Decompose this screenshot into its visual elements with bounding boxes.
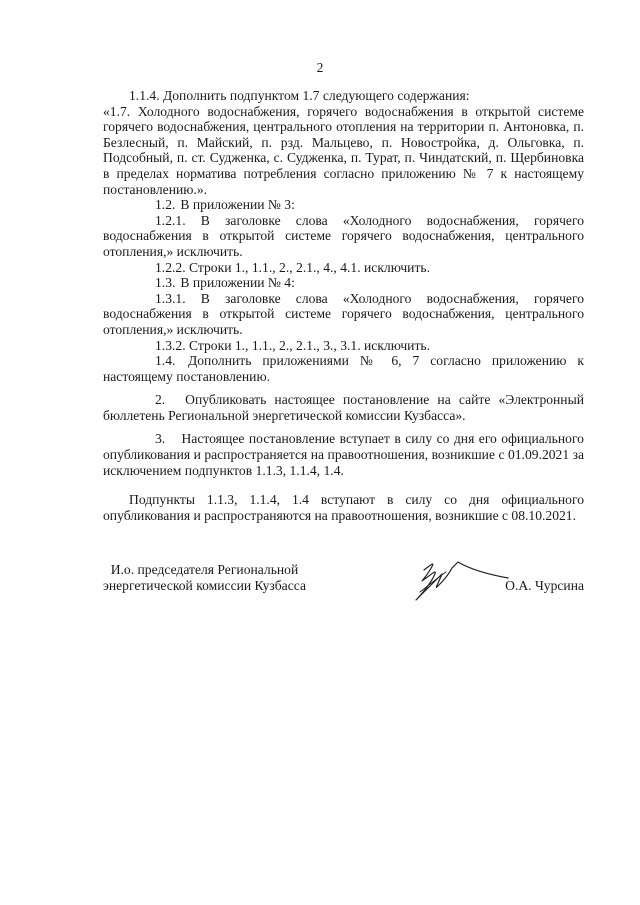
paragraph-effective-dates [103, 492, 584, 523]
item-number: 1.3.1. [155, 290, 186, 306]
item-number: 1.3. [155, 275, 176, 291]
paragraph-1-3 [103, 275, 584, 291]
item-number: 1.2.1. [155, 212, 186, 228]
paragraph-text: Настоящее постановление вступает в силу со дня его официального опубликования и распространяется на правоотношения, возникшие с 01.09.2021 за исключением подпунктов 1.1.3, 1.1.4, 1.4. [103, 431, 584, 478]
paragraph-text: Строки 1., 1.1., 2., 2.1., 3., 3.1. исключить. [189, 337, 430, 353]
paragraph-1-3-1 [103, 291, 584, 338]
paragraph-3 [103, 431, 584, 478]
paragraph-text: Дополнить приложениями № 6, 7 согласно приложению к настоящему постановлению. [103, 353, 584, 384]
paragraph-1-3-2 [103, 338, 584, 354]
paragraph-1-2 [103, 197, 584, 213]
paragraph-text: Опубликовать настоящее постановление на сайте «Электронный бюллетень Региональной энергетической комиссии Кузбасса». [103, 392, 584, 423]
item-number: 3. [155, 431, 166, 447]
position-line-1: И.о. председателя Региональной [110, 562, 299, 577]
handwritten-signature [408, 554, 518, 610]
paragraph-1-2-2 [103, 260, 584, 276]
paragraph-text: Подпункты 1.1.3, 1.1.4, 1.4 вступают в силу со дня официального опубликования и распространяются на правоотношения, возникшие с 08.10.2021. [103, 492, 584, 523]
paragraph-1-4 [103, 353, 584, 384]
paragraph-text: 1.1.4. Дополнить подпунктом 1.7 следующего содержания: [129, 88, 470, 103]
item-number: 2. [155, 392, 166, 408]
paragraph-text: Строки 1., 1.1., 2., 2.1., 4., 4.1. исключить. [189, 259, 430, 275]
paragraph-text: В приложении № 4: [180, 275, 295, 291]
item-number: 1.2.2. [155, 259, 186, 275]
item-number: 1.2. [155, 197, 176, 213]
signatory-name: О.А. Чурсина [505, 578, 584, 593]
item-number: 1.3.2. [155, 337, 186, 353]
paragraph-text: В заголовке слова «Холодного водоснабжения, горячего водоснабжения в открытой системе горячего водоснабжения, центрального отопления,» исключить. [103, 290, 584, 337]
page-number: 2 [316, 60, 324, 75]
signatory-position [103, 562, 306, 593]
item-number: 1.4. [155, 353, 176, 369]
paragraph-text: В заголовке слова «Холодного водоснабжения, горячего водоснабжения в открытой системе горячего водоснабжения, центрального отопления,» исключить. [103, 212, 584, 259]
paragraph-1-1-4 [103, 88, 584, 104]
document-body [103, 88, 584, 523]
paragraph-text: «1.7. Холодного водоснабжения, горячего водоснабжения в открытой системе горячего водоснабжения, центрального отопления на территории п. Антоновка, п. Безлесный, п. Майский, п. рзд. Мальцево, п. Новостройка, д. Ольговка, п. Подсобный, п. ст. Судженка, с. Судженка, п. Турат, п. Чиндатский, п. Щербиновка в пределах норматива потребления согласно приложению № 7 к настоящему постановлению.». [103, 103, 584, 197]
paragraph-text: В приложении № 3: [180, 197, 295, 213]
paragraph-2 [103, 392, 584, 423]
paragraph-1-7-quote [103, 104, 584, 198]
paragraph-1-2-1 [103, 213, 584, 260]
position-line-2: энергетической комиссии Кузбасса [103, 577, 306, 593]
signature-block [103, 562, 584, 622]
